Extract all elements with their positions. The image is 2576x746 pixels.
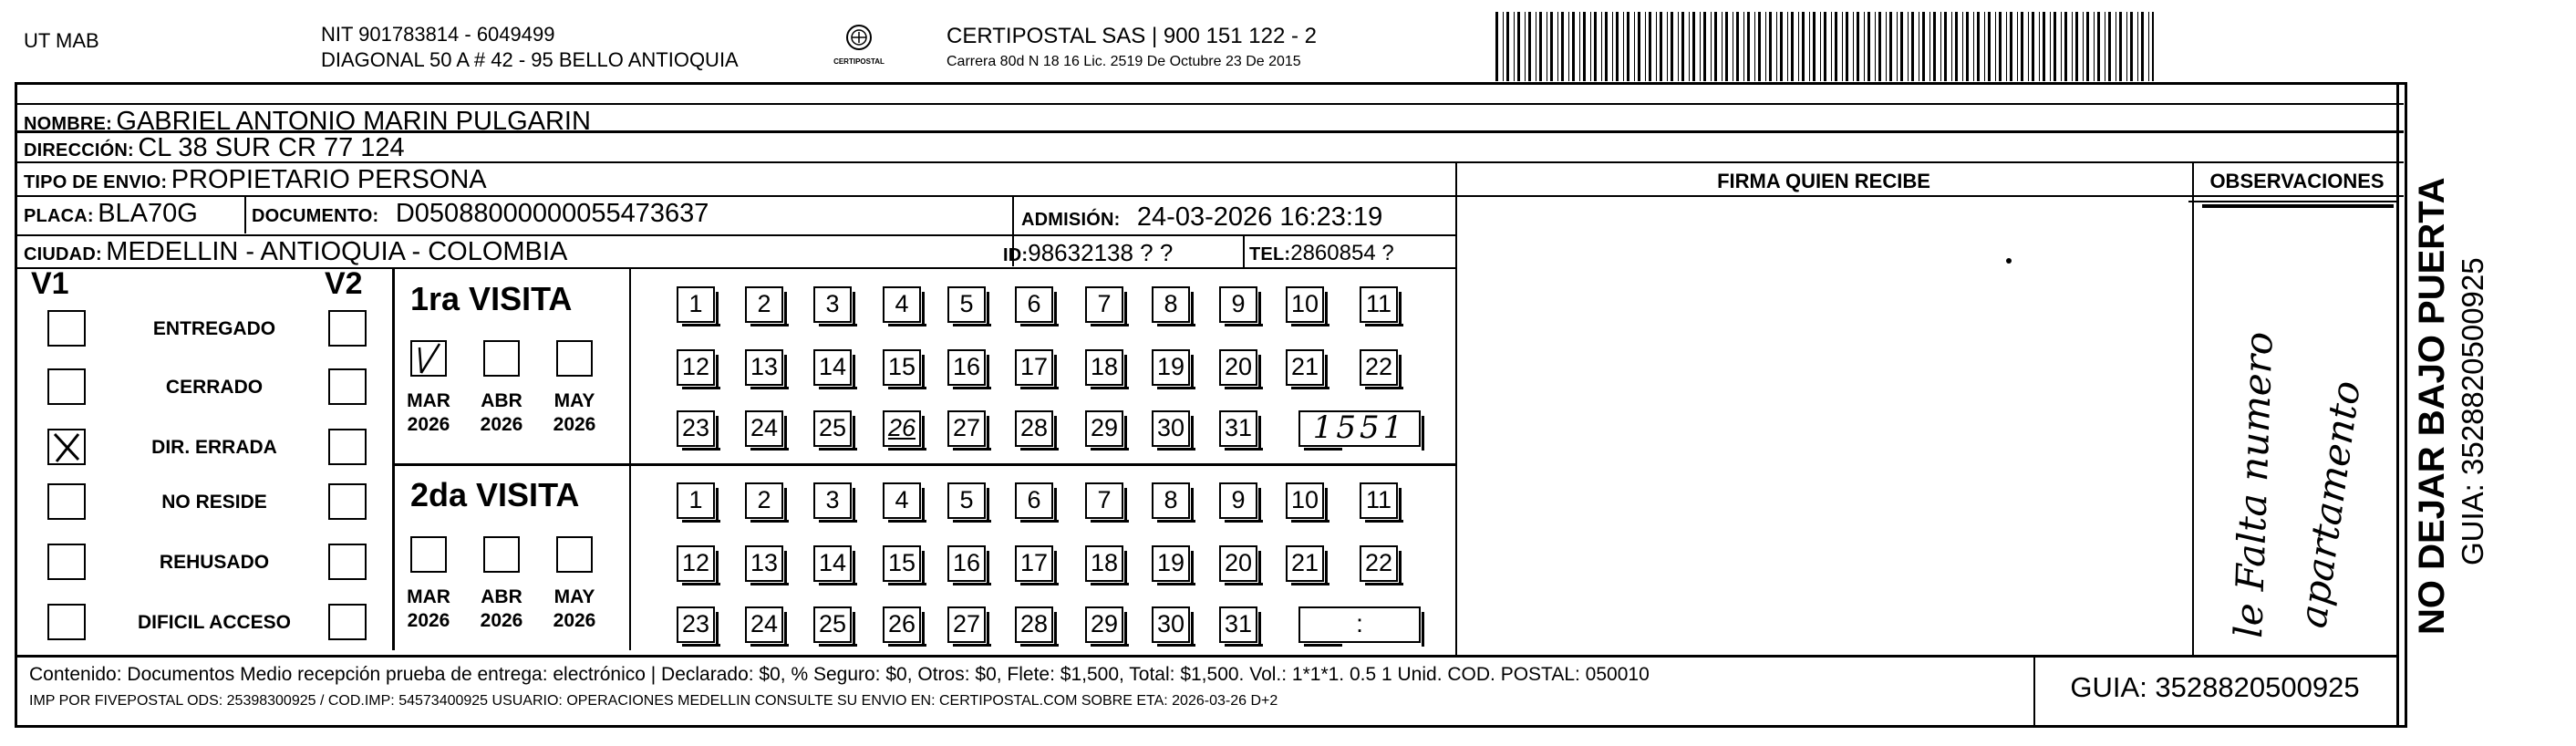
day-box[interactable]: 1 bbox=[677, 286, 715, 323]
barcode-bar bbox=[2021, 12, 2023, 81]
barcode-bar bbox=[1605, 12, 1608, 81]
v1-label: V1 bbox=[31, 266, 69, 301]
month-year: 2026 bbox=[480, 414, 523, 435]
day-box[interactable]: 21 bbox=[1286, 349, 1324, 386]
barcode-bar bbox=[2097, 12, 2100, 81]
v1-checkbox[interactable] bbox=[47, 310, 86, 347]
barcode-bar bbox=[2032, 12, 2034, 81]
documento-value: D05088000000055473637 bbox=[395, 199, 709, 228]
ink-dot bbox=[2006, 258, 2012, 264]
tel-value: 2860854 ? bbox=[1290, 241, 1394, 265]
barcode-bar bbox=[1514, 12, 1515, 81]
barcode-bar bbox=[1583, 12, 1586, 81]
barcode-bar bbox=[1864, 12, 1865, 81]
day-box[interactable]: 20 bbox=[1219, 545, 1257, 582]
barcode-bar bbox=[2054, 12, 2056, 81]
barcode-bar bbox=[1645, 12, 1646, 81]
day-box[interactable]: 2 bbox=[745, 286, 783, 323]
day-box[interactable]: 9 bbox=[1219, 286, 1257, 323]
barcode-bar bbox=[1594, 12, 1597, 81]
barcode-bar bbox=[1853, 12, 1854, 81]
day-box[interactable]: 17 bbox=[1015, 349, 1053, 386]
certipostal-logo bbox=[832, 24, 886, 66]
option-label: ENTREGADO bbox=[152, 318, 276, 339]
handwritten-line-1: le Falta numero bbox=[2226, 331, 2281, 639]
day-box[interactable]: 26 bbox=[883, 606, 921, 643]
barcode-bar bbox=[1627, 12, 1629, 81]
barcode-bar bbox=[1754, 12, 1755, 81]
day-box[interactable]: 16 bbox=[947, 349, 986, 386]
marked-day: 26 bbox=[887, 414, 916, 441]
barcode-bar bbox=[1572, 12, 1575, 81]
barcode-bar bbox=[1689, 12, 1690, 81]
barcode-bar bbox=[1911, 12, 1914, 81]
barcode-bar bbox=[1678, 12, 1679, 81]
id-value: 98632138 ? ? bbox=[1028, 239, 1174, 266]
side-guia: GUIA: 3528820500925 bbox=[2456, 257, 2489, 565]
barcode-bar bbox=[1951, 12, 1952, 81]
v2-label: V2 bbox=[325, 266, 363, 301]
month-name: MAY bbox=[553, 586, 595, 607]
barcode-bar bbox=[2039, 12, 2040, 81]
barcode-bar bbox=[1765, 12, 1766, 81]
day-box[interactable]: 12 bbox=[677, 349, 715, 386]
barcode-bar bbox=[1671, 12, 1673, 81]
barcode-bar bbox=[1667, 12, 1668, 81]
barcode bbox=[1495, 12, 2154, 81]
day-box[interactable]: 27 bbox=[947, 606, 986, 643]
barcode-bar bbox=[1539, 12, 1542, 81]
nombre-value: GABRIEL ANTONIO MARIN PULGARIN bbox=[116, 107, 591, 136]
month-year: 2026 bbox=[407, 414, 450, 435]
placa-label: PLACA: bbox=[24, 206, 94, 226]
barcode-bar bbox=[1940, 12, 1941, 81]
footer-imp: IMP POR FIVEPOSTAL ODS: 25398300925 / COD.IMP: 54573400925 USUARIO: OPERACIONES MEDELLIN CONSULTE SU ENVIO EN: CERTIPOSTAL.COM SOBRE ETA: 2026-03-26 D+2 bbox=[29, 693, 1278, 709]
barcode-bar bbox=[2083, 12, 2084, 81]
barcode-bar bbox=[2094, 12, 2095, 81]
barcode-bar bbox=[2086, 12, 2089, 81]
barcode-bar bbox=[2072, 12, 2073, 81]
v2-checkbox[interactable] bbox=[328, 483, 367, 520]
day-box[interactable]: 6 bbox=[1015, 286, 1053, 323]
day-box[interactable]: 19 bbox=[1152, 545, 1190, 582]
day-box[interactable]: 18 bbox=[1085, 349, 1123, 386]
visit-title: 2da VISITA bbox=[410, 476, 580, 513]
barcode-bar bbox=[2119, 12, 2122, 81]
barcode-bar bbox=[2075, 12, 2078, 81]
day-box[interactable]: 8 bbox=[1152, 286, 1190, 323]
barcode-bar bbox=[1780, 12, 1783, 81]
month-label bbox=[547, 389, 602, 437]
month-year: 2026 bbox=[553, 414, 596, 435]
barcode-bar bbox=[1638, 12, 1640, 81]
barcode-bar bbox=[1944, 12, 1947, 81]
barcode-bar bbox=[1722, 12, 1723, 81]
day-box[interactable]: 23 bbox=[677, 606, 715, 643]
barcode-bar bbox=[1824, 12, 1826, 81]
logo-text: CERTIPOSTAL bbox=[833, 57, 885, 66]
barcode-bar bbox=[1999, 12, 2002, 81]
barcode-bar bbox=[1495, 12, 1498, 81]
barcode-bar bbox=[1977, 12, 1980, 81]
barcode-bar bbox=[1612, 12, 1613, 81]
barcode-bar bbox=[1711, 12, 1712, 81]
option-label: NO RESIDE bbox=[161, 492, 267, 513]
day-box[interactable]: 29 bbox=[1085, 410, 1123, 447]
barcode-bar bbox=[1656, 12, 1657, 81]
barcode-bar bbox=[1966, 12, 1969, 81]
day-box[interactable]: 12 bbox=[677, 545, 715, 582]
barcode-bar bbox=[1634, 12, 1635, 81]
visit-title: 1ra VISITA bbox=[410, 280, 573, 317]
day-box[interactable]: 31 bbox=[1219, 606, 1257, 643]
v1-checkbox[interactable] bbox=[47, 483, 86, 520]
direccion-value: CL 38 SUR CR 77 124 bbox=[138, 133, 405, 162]
check-mark-icon bbox=[412, 342, 445, 375]
barcode-bar bbox=[1984, 12, 1985, 81]
day-box[interactable]: 13 bbox=[745, 545, 783, 582]
day-box[interactable]: 19 bbox=[1152, 349, 1190, 386]
barcode-bar bbox=[1878, 12, 1881, 81]
v2-checkbox[interactable] bbox=[328, 429, 367, 465]
day-box[interactable]: 30 bbox=[1152, 410, 1190, 447]
day-box[interactable]: 8 bbox=[1152, 482, 1190, 519]
month-year: 2026 bbox=[480, 610, 523, 631]
month-checkbox[interactable] bbox=[410, 340, 447, 377]
day-box[interactable]: 14 bbox=[813, 349, 852, 386]
day-box[interactable]: 3 bbox=[813, 482, 852, 519]
barcode-bar bbox=[1700, 12, 1701, 81]
barcode-bar bbox=[1820, 12, 1821, 81]
option-label: DIFICIL ACCESO bbox=[137, 612, 291, 633]
barcode-bar bbox=[1809, 12, 1810, 81]
footer-contenido: Contenido: Documentos Medio recepción prueba de entrega: electrónico | Declarado: $0, % Seguro: $0, Otros: $0, Flete: $1,500, Total: $1,500. Vol.: 1*1*1. 0.5 1 Unid. COD. POSTAL: 050010 bbox=[29, 664, 1650, 685]
barcode-bar bbox=[1886, 12, 1887, 81]
ciudad-row bbox=[24, 237, 567, 267]
x-mark-icon bbox=[49, 430, 84, 463]
barcode-bar bbox=[1550, 12, 1553, 81]
month-name: ABR bbox=[481, 586, 522, 607]
barcode-bar bbox=[1776, 12, 1777, 81]
observaciones-handwriting bbox=[2207, 219, 2389, 648]
admision-label: ADMISIÓN: bbox=[1021, 210, 1121, 230]
day-box[interactable]: 11 bbox=[1360, 286, 1398, 323]
option-label: CERRADO bbox=[165, 377, 264, 398]
day-box[interactable]: 22 bbox=[1360, 349, 1398, 386]
v1-checkbox[interactable] bbox=[47, 604, 86, 640]
month-checkbox[interactable] bbox=[556, 536, 593, 573]
time-box[interactable]: : bbox=[1298, 606, 1421, 643]
option-label: REHUSADO bbox=[159, 552, 270, 573]
barcode-bar bbox=[2130, 12, 2133, 81]
barcode-bar bbox=[2108, 12, 2111, 81]
documento-label: DOCUMENTO: bbox=[252, 206, 379, 226]
day-box[interactable]: 18 bbox=[1085, 545, 1123, 582]
barcode-bar bbox=[1568, 12, 1569, 81]
barcode-bar bbox=[2148, 12, 2149, 81]
barcode-bar bbox=[1857, 12, 1859, 81]
v1-checkbox[interactable] bbox=[47, 544, 86, 580]
month-label bbox=[401, 585, 456, 633]
day-box[interactable]: 15 bbox=[883, 545, 921, 582]
barcode-bar bbox=[1900, 12, 1903, 81]
observaciones-header: OBSERVACIONES bbox=[2209, 170, 2385, 192]
barcode-bar bbox=[2141, 12, 2144, 81]
day-box[interactable]: 4 bbox=[883, 482, 921, 519]
month-label bbox=[401, 389, 456, 437]
barcode-bar bbox=[1897, 12, 1898, 81]
barcode-bar bbox=[1791, 12, 1794, 81]
day-box[interactable]: 14 bbox=[813, 545, 852, 582]
barcode-bar bbox=[1973, 12, 1974, 81]
barcode-bar bbox=[1995, 12, 1996, 81]
direccion-row bbox=[24, 133, 405, 163]
barcode-bar bbox=[2017, 12, 2018, 81]
time-box[interactable]: 1551 bbox=[1298, 410, 1421, 447]
day-box[interactable]: 7 bbox=[1085, 286, 1123, 323]
day-box[interactable]: 21 bbox=[1286, 545, 1324, 582]
v1-checkbox[interactable] bbox=[47, 429, 86, 465]
barcode-bar bbox=[1787, 12, 1788, 81]
barcode-bar bbox=[1525, 12, 1526, 81]
documento-row bbox=[252, 199, 709, 229]
month-name: MAR bbox=[407, 390, 450, 411]
month-year: 2026 bbox=[407, 610, 450, 631]
day-box[interactable]: 27 bbox=[947, 410, 986, 447]
firma-header: FIRMA QUIEN RECIBE bbox=[1717, 170, 1930, 192]
barcode-bar bbox=[1798, 12, 1799, 81]
month-name: MAR bbox=[407, 586, 450, 607]
v2-checkbox[interactable] bbox=[328, 604, 367, 640]
day-box[interactable]: 16 bbox=[947, 545, 986, 582]
barcode-bar bbox=[1714, 12, 1717, 81]
day-box[interactable]: 7 bbox=[1085, 482, 1123, 519]
barcode-bar bbox=[2126, 12, 2127, 81]
day-box[interactable]: 24 bbox=[745, 410, 783, 447]
month-checkbox[interactable] bbox=[410, 536, 447, 573]
barcode-bar bbox=[1842, 12, 1843, 81]
day-box[interactable]: 17 bbox=[1015, 545, 1053, 582]
barcode-bar bbox=[2028, 12, 2029, 81]
day-box[interactable]: 31 bbox=[1219, 410, 1257, 447]
day-box[interactable]: 20 bbox=[1219, 349, 1257, 386]
day-box[interactable]: 25 bbox=[813, 606, 852, 643]
month-name: MAY bbox=[553, 390, 595, 411]
barcode-bar bbox=[1875, 12, 1876, 81]
barcode-bar bbox=[1703, 12, 1706, 81]
barcode-bar bbox=[1557, 12, 1558, 81]
barcode-bar bbox=[1506, 12, 1509, 81]
barcode-bar bbox=[1908, 12, 1909, 81]
placa-row bbox=[24, 199, 198, 229]
day-box[interactable]: 29 bbox=[1085, 606, 1123, 643]
day-box[interactable]: 22 bbox=[1360, 545, 1398, 582]
day-box[interactable]: 10 bbox=[1286, 286, 1324, 323]
barcode-bar bbox=[1955, 12, 1958, 81]
day-box[interactable]: 1 bbox=[677, 482, 715, 519]
barcode-bar bbox=[1929, 12, 1930, 81]
barcode-bar bbox=[1889, 12, 1892, 81]
id-row bbox=[1003, 239, 1173, 267]
barcode-bar bbox=[1846, 12, 1848, 81]
month-label bbox=[547, 585, 602, 633]
barcode-bar bbox=[1517, 12, 1520, 81]
barcode-bar bbox=[2152, 12, 2154, 81]
barcode-bar bbox=[1649, 12, 1651, 81]
day-box[interactable]: 28 bbox=[1015, 410, 1053, 447]
day-box[interactable]: 25 bbox=[813, 410, 852, 447]
barcode-bar bbox=[1835, 12, 1837, 81]
no-dejar-bajo-puerta: NO DEJAR BAJO PUERTA bbox=[2412, 177, 2452, 635]
ciudad-value: MEDELLIN - ANTIOQUIA - COLOMBIA bbox=[106, 237, 568, 266]
day-box[interactable]: 6 bbox=[1015, 482, 1053, 519]
tipo-envio-label: TIPO DE ENVIO: bbox=[24, 172, 168, 192]
barcode-bar bbox=[2064, 12, 2067, 81]
day-box[interactable]: 15 bbox=[883, 349, 921, 386]
barcode-bar bbox=[2010, 12, 2012, 81]
month-year: 2026 bbox=[553, 610, 596, 631]
barcode-bar bbox=[1867, 12, 1870, 81]
barcode-bar bbox=[2137, 12, 2138, 81]
barcode-bar bbox=[1736, 12, 1739, 81]
tel-label: TEL: bbox=[1249, 244, 1291, 264]
day-box[interactable]: 28 bbox=[1015, 606, 1053, 643]
side-text bbox=[2404, 82, 2504, 726]
barcode-bar bbox=[2050, 12, 2051, 81]
day-box[interactable]: 23 bbox=[677, 410, 715, 447]
day-box[interactable]: 9 bbox=[1219, 482, 1257, 519]
barcode-bar bbox=[1769, 12, 1772, 81]
day-box[interactable]: 2 bbox=[745, 482, 783, 519]
v2-checkbox[interactable] bbox=[328, 368, 367, 405]
barcode-bar bbox=[1725, 12, 1728, 81]
barcode-bar bbox=[1743, 12, 1744, 81]
month-checkbox[interactable] bbox=[483, 536, 520, 573]
barcode-bar bbox=[1758, 12, 1761, 81]
barcode-bar bbox=[1590, 12, 1591, 81]
day-box[interactable] bbox=[883, 410, 921, 447]
barcode-bar bbox=[1988, 12, 1991, 81]
id-label: ID: bbox=[1003, 245, 1029, 265]
barcode-bar bbox=[1962, 12, 1963, 81]
barcode-bar bbox=[1601, 12, 1602, 81]
month-checkbox[interactable] bbox=[556, 340, 593, 377]
placa-value: BLA70G bbox=[98, 199, 198, 228]
handwritten-line-2: apartamento bbox=[2290, 378, 2369, 631]
barcode-bar bbox=[2006, 12, 2007, 81]
admision-row bbox=[1021, 202, 1382, 233]
barcode-bar bbox=[1681, 12, 1684, 81]
barcode-bar bbox=[1561, 12, 1564, 81]
barcode-bar bbox=[1813, 12, 1816, 81]
sender-address: DIAGONAL 50 A # 42 - 95 BELLO ANTIOQUIA bbox=[321, 48, 739, 71]
footer-guia: GUIA: 3528820500925 bbox=[2070, 671, 2360, 703]
tipo-envio-row bbox=[24, 165, 487, 195]
barcode-bar bbox=[2061, 12, 2062, 81]
nombre-label: NOMBRE: bbox=[24, 114, 112, 134]
day-box[interactable]: 30 bbox=[1152, 606, 1190, 643]
barcode-bar bbox=[1922, 12, 1925, 81]
barcode-bar bbox=[1802, 12, 1805, 81]
tel-row bbox=[1249, 241, 1394, 266]
company-name: UT MAB bbox=[24, 29, 99, 52]
barcode-bar bbox=[1747, 12, 1750, 81]
barcode-bar bbox=[2043, 12, 2045, 81]
direccion-label: DIRECCIÓN: bbox=[24, 140, 134, 161]
day-box[interactable]: 11 bbox=[1360, 482, 1398, 519]
tipo-envio-value: PROPIETARIO PERSONA bbox=[171, 165, 487, 194]
option-label: DIR. ERRADA bbox=[151, 437, 277, 458]
ciudad-label: CIUDAD: bbox=[24, 244, 102, 264]
carrier-name: CERTIPOSTAL SAS | 900 151 122 - 2 bbox=[947, 24, 1317, 48]
month-name: ABR bbox=[481, 390, 522, 411]
v2-checkbox[interactable] bbox=[328, 310, 367, 347]
barcode-bar bbox=[1831, 12, 1832, 81]
barcode-bar bbox=[1933, 12, 1936, 81]
day-box[interactable]: 10 bbox=[1286, 482, 1324, 519]
barcode-bar bbox=[1528, 12, 1531, 81]
barcode-bar bbox=[1660, 12, 1662, 81]
barcode-bar bbox=[1579, 12, 1580, 81]
v1-checkbox[interactable] bbox=[47, 368, 86, 405]
month-label bbox=[474, 389, 529, 437]
barcode-bar bbox=[1623, 12, 1624, 81]
admision-value: 24-03-2026 16:23:19 bbox=[1136, 202, 1383, 232]
day-box[interactable]: 5 bbox=[947, 286, 986, 323]
barcode-bar bbox=[1503, 12, 1504, 81]
v2-checkbox[interactable] bbox=[328, 544, 367, 580]
barcode-bar bbox=[1692, 12, 1695, 81]
month-checkbox[interactable] bbox=[483, 340, 520, 377]
day-box[interactable]: 3 bbox=[813, 286, 852, 323]
day-box[interactable]: 24 bbox=[745, 606, 783, 643]
month-label bbox=[474, 585, 529, 633]
carrier-address: Carrera 80d N 18 16 Lic. 2519 De Octubre 23 De 2015 bbox=[947, 54, 1301, 69]
day-box[interactable]: 5 bbox=[947, 482, 986, 519]
nit-text: NIT 901783814 - 6049499 bbox=[321, 23, 555, 46]
barcode-bar bbox=[1616, 12, 1619, 81]
day-box[interactable]: 13 bbox=[745, 349, 783, 386]
day-box[interactable]: 4 bbox=[883, 286, 921, 323]
